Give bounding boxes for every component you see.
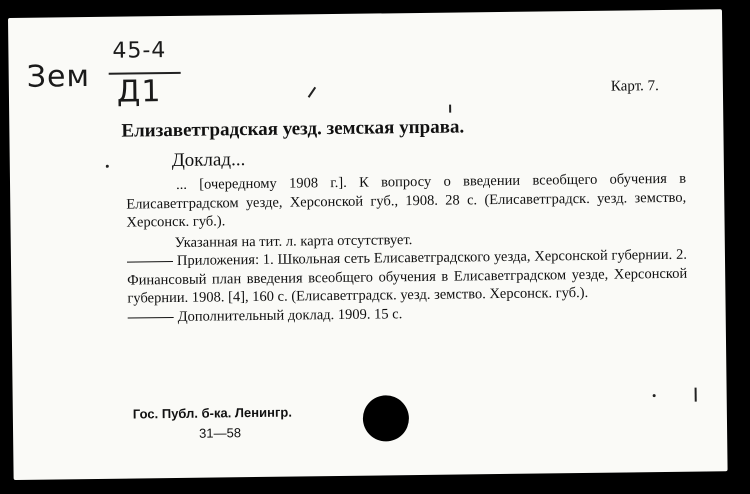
dash-rule [128,317,174,319]
ink-speck [695,388,697,402]
description-line: ... [очередному 1908 г.]. К вопросу о введении всеобщего обучения в Елисаветградском уезде, Херсонской губ., 1908. 28 с. (Елисаветградск. уезд. земство, Херсонск. губ.). [126,170,687,231]
dash-rule [127,261,173,263]
shelfmark-prefix: Зем [26,59,91,95]
ink-speck [308,87,316,98]
description-appendix: Приложения: 1. Школьная сеть Елисаветградского уезда, Херсонской губернии. 2. Финансовый план введения всеобщего обучения в Елисаветградском уезде, Херсонской губернии. 1908. [4], 160 с. (Елисаветградск. уезд. земство. Херсонск. губ.). [127,246,688,307]
ink-speck [106,165,109,168]
punch-hole [363,395,410,442]
shelfmark-bottom: Д1 [116,74,162,110]
ink-speck [449,105,451,113]
description [126,170,688,327]
card-number: Карт. 7. [610,78,659,95]
library-stamp: Гос. Публ. б-ка. Ленингр. [132,404,292,422]
description-supplement: Дополнительный доклад. 1909. 15 с. [128,301,688,326]
library-code: 31—58 [198,425,242,441]
title: Доклад... [171,149,246,172]
description-note: Указанная на тит. л. карта отсутствует. [174,231,413,251]
ink-speck [653,394,656,397]
author-heading: Елизаветградская уезд. земская управа. [121,116,465,142]
shelfmark-top: 45-4 [112,38,167,64]
catalog-card [8,9,728,480]
